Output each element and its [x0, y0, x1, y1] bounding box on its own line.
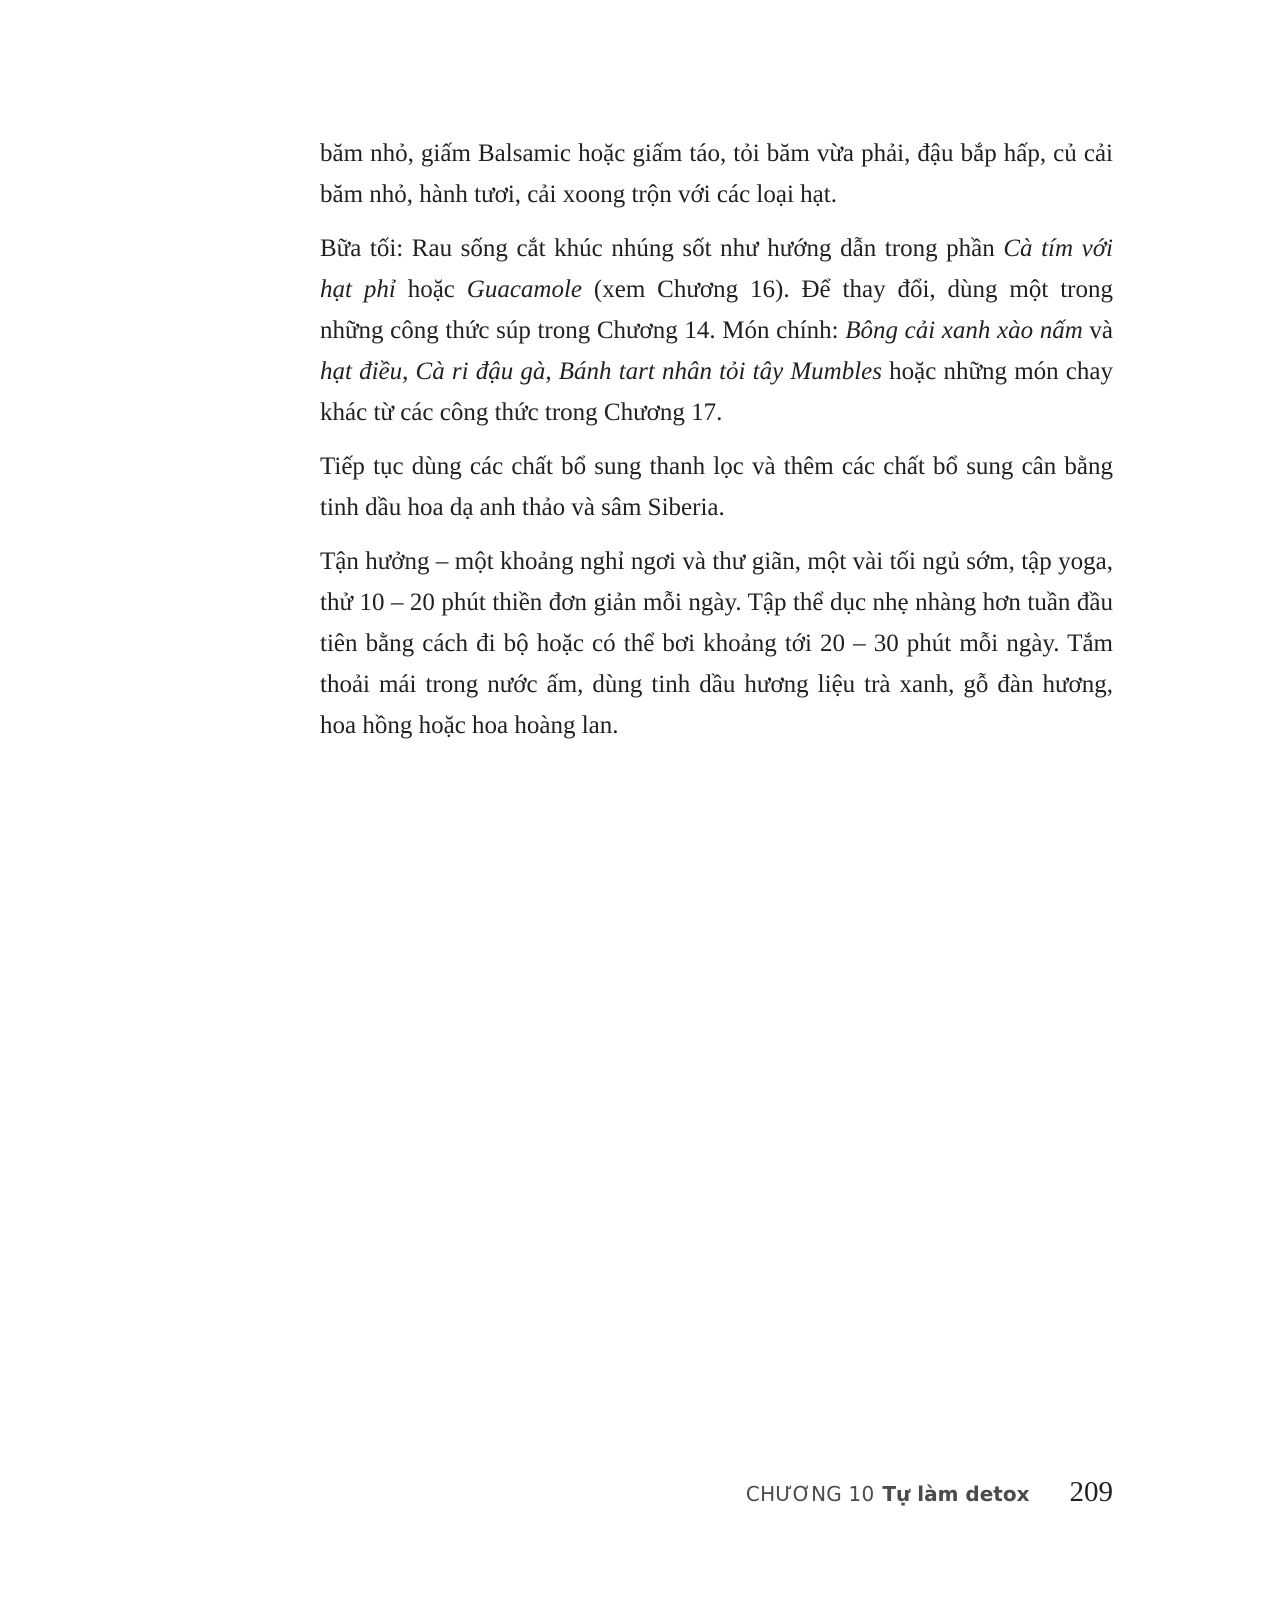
- body-text: [320, 133, 1113, 759]
- italic-text-segment: hạt điều: [320, 358, 403, 385]
- text-segment: ,: [402, 358, 416, 385]
- chapter-title: Tự làm detox: [882, 1482, 1030, 1506]
- page-footer: [746, 1476, 1113, 1509]
- paragraph-4: [320, 541, 1113, 746]
- italic-text-segment: Bánh tart nhân tỏi tây Mumbles: [558, 358, 882, 385]
- text-segment: băm nhỏ, giấm Balsamic hoặc giấm táo, tỏi băm vừa phải, đậu bắp hấp, củ cải băm nhỏ, hành tươi, cải xoong trộn với các loại hạt.: [320, 140, 1113, 208]
- paragraph-1: [320, 133, 1113, 215]
- page-number: 209: [1069, 1476, 1113, 1508]
- italic-text-segment: Guacamole: [466, 276, 583, 303]
- text-segment: (xem Chương 16). Để thay đổi, dùng một trong những công thức súp trong Chương 14. Món chính:: [320, 276, 1113, 344]
- italic-text-segment: Cà ri đậu gà: [415, 358, 546, 385]
- running-head: CHƯƠNG 10: [745, 1482, 875, 1506]
- text-segment: ,: [545, 358, 559, 385]
- italic-text-segment: Bông cải xanh xào nấm: [845, 317, 1083, 344]
- text-segment: Tiếp tục dùng các chất bổ sung thanh lọc và thêm các chất bổ sung cân bằng tinh dầu hoa dạ anh thảo và sâm Siberia.: [320, 453, 1113, 521]
- text-segment: hoặc những món chay khác từ các công thức trong Chương 17.: [320, 358, 1113, 426]
- text-segment: Tận hưởng – một khoảng nghỉ ngơi và thư giãn, một vài tối ngủ sớm, tập yoga, thử 10 – 20 phút thiền đơn giản mỗi ngày. Tập thể dục nhẹ nhàng hơn tuần đầu tiên bằng cách đi bộ hoặc có thể bơi khoảng tới 20 – 30 phút mỗi ngày. Tắm thoải mái trong nước ấm, dùng tinh dầu hương liệu trà xanh, gỗ đàn hương, hoa hồng hoặc hoa hoàng lan.: [320, 548, 1113, 739]
- text-segment: Bữa tối: Rau sống cắt khúc nhúng sốt như hướng dẫn trong phần: [320, 235, 1004, 262]
- text-segment: và: [1082, 317, 1113, 344]
- italic-text-segment: Cà tím với hạt phỉ: [320, 235, 1113, 303]
- paragraph-2: [320, 228, 1113, 433]
- paragraph-3: [320, 446, 1113, 528]
- text-segment: hoặc: [395, 276, 467, 303]
